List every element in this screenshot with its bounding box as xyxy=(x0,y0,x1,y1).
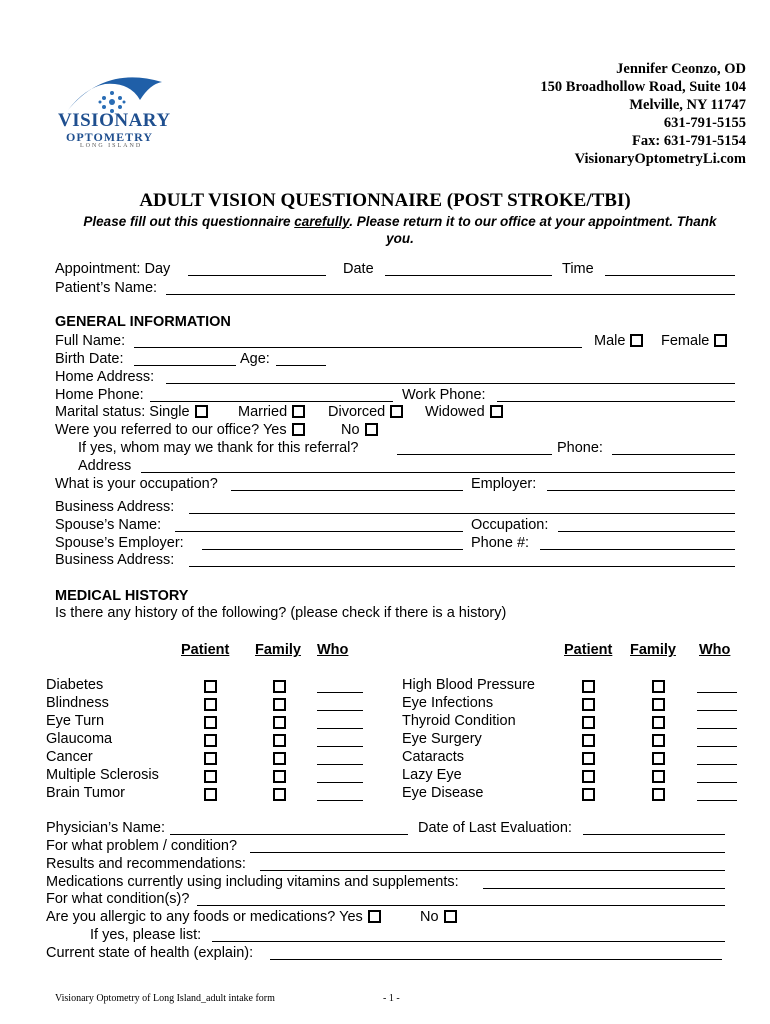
allergy-list-label: If yes, please list: xyxy=(90,927,202,943)
condition-label-right: Cataracts xyxy=(402,749,465,765)
spouse-business-address-label: Business Address: xyxy=(55,552,175,568)
patient-checkbox-left[interactable] xyxy=(204,770,217,783)
marital-label: Marital status: Single xyxy=(55,404,190,420)
col-who-left: Who xyxy=(317,642,349,658)
instructions xyxy=(60,213,740,247)
widowed-label: Widowed xyxy=(425,404,485,420)
age-field[interactable] xyxy=(276,365,326,366)
medications-field[interactable] xyxy=(483,888,725,889)
patient-checkbox-left[interactable] xyxy=(204,680,217,693)
employer-field[interactable] xyxy=(547,490,735,491)
instructions-a: Please fill out this questionnaire xyxy=(83,214,295,229)
patient-checkbox-left[interactable] xyxy=(204,788,217,801)
appointment-date-label: Date xyxy=(343,261,374,277)
patient-checkbox-right[interactable] xyxy=(582,770,595,783)
home-phone-field[interactable] xyxy=(150,401,393,402)
who-field-left[interactable] xyxy=(317,782,363,783)
patient-checkbox-left[interactable] xyxy=(204,716,217,729)
results-field[interactable] xyxy=(260,870,725,871)
who-field-left[interactable] xyxy=(317,710,363,711)
condition-label-right: Eye Infections xyxy=(402,695,494,711)
marital-married[interactable] xyxy=(238,404,305,421)
patient-checkbox-left[interactable] xyxy=(204,752,217,765)
family-checkbox-right[interactable] xyxy=(652,734,665,747)
male-option[interactable] xyxy=(594,333,643,350)
referral-phone-field[interactable] xyxy=(612,454,735,455)
condition-label-left: Cancer xyxy=(46,749,93,765)
condition-label-right: Lazy Eye xyxy=(402,767,462,783)
patient-checkbox-right[interactable] xyxy=(582,680,595,693)
col-who-right: Who xyxy=(699,642,731,658)
allergic-no-label: No xyxy=(420,909,439,925)
allergic-label: Are you allergic to any foods or medications? Yes xyxy=(46,909,363,925)
marital-widowed[interactable] xyxy=(425,404,503,421)
full-name-field[interactable] xyxy=(134,347,582,348)
family-checkbox-left[interactable] xyxy=(273,752,286,765)
logo-name2: OPTOMETRY xyxy=(66,130,154,144)
condition-label-left: Diabetes xyxy=(46,677,104,693)
fax: Fax: 631-791-5154 xyxy=(632,133,746,149)
spouse-phone-field[interactable] xyxy=(540,549,735,550)
who-field-right[interactable] xyxy=(697,764,737,765)
medical-heading: MEDICAL HISTORY xyxy=(55,588,189,604)
home-address-field[interactable] xyxy=(166,383,735,384)
logo xyxy=(50,70,175,155)
appointment-time-field[interactable] xyxy=(605,275,735,276)
family-checkbox-right[interactable] xyxy=(652,680,665,693)
physician-name-field[interactable] xyxy=(170,834,408,835)
who-field-right[interactable] xyxy=(697,800,737,801)
referral-address-field[interactable] xyxy=(141,472,735,473)
condition-label-left: Brain Tumor xyxy=(46,785,125,801)
male-label: Male xyxy=(594,333,626,349)
age-label: Age: xyxy=(240,351,270,367)
phone: 631-791-5155 xyxy=(663,115,746,131)
patient-checkbox-right[interactable] xyxy=(582,788,595,801)
referred-yes[interactable] xyxy=(55,422,305,439)
health-label: Current state of health (explain): xyxy=(46,945,254,961)
condition-label-right: Thyroid Condition xyxy=(402,713,516,729)
spouse-occupation-field[interactable] xyxy=(558,531,735,532)
problem-label: For what problem / condition? xyxy=(46,838,238,854)
contact-block xyxy=(540,60,746,168)
married-checkbox[interactable] xyxy=(292,405,305,418)
general-heading: GENERAL INFORMATION xyxy=(55,314,231,330)
referral-whom-field[interactable] xyxy=(397,454,552,455)
business-address-label: Business Address: xyxy=(55,499,175,515)
col-patient-right: Patient xyxy=(564,642,613,658)
patient-name-field[interactable] xyxy=(166,294,735,295)
condition-label-left: Glaucoma xyxy=(46,731,113,747)
doctor-name: Jennifer Ceonzo, OD xyxy=(616,61,746,77)
who-field-right[interactable] xyxy=(697,710,737,711)
condition-label-right: Eye Disease xyxy=(402,785,484,801)
who-field-left[interactable] xyxy=(317,800,363,801)
who-field-right[interactable] xyxy=(697,746,737,747)
referred-yes-checkbox[interactable] xyxy=(292,423,305,436)
referral-phone-label: Phone: xyxy=(557,440,603,456)
results-label: Results and recommendations: xyxy=(46,856,246,872)
divorced-checkbox[interactable] xyxy=(390,405,403,418)
home-phone-label: Home Phone: xyxy=(55,387,144,403)
who-field-right[interactable] xyxy=(697,728,737,729)
patient-checkbox-left[interactable] xyxy=(204,698,217,711)
patient-checkbox-right[interactable] xyxy=(582,752,595,765)
who-field-right[interactable] xyxy=(697,692,737,693)
male-checkbox[interactable] xyxy=(630,334,643,347)
conditions-field[interactable] xyxy=(197,905,725,906)
last-eval-label: Date of Last Evaluation: xyxy=(418,820,572,836)
occupation-field[interactable] xyxy=(231,490,463,491)
instructions-c: . Please return it to our office at your appointment. Thank xyxy=(349,214,717,229)
work-phone-field[interactable] xyxy=(497,401,735,402)
appointment-time-label: Time xyxy=(562,261,594,277)
spouse-name-field[interactable] xyxy=(175,531,463,532)
who-field-left[interactable] xyxy=(317,692,363,693)
family-checkbox-right[interactable] xyxy=(652,698,665,711)
address-line2: Melville, NY 11747 xyxy=(629,97,746,113)
family-checkbox-left[interactable] xyxy=(273,698,286,711)
col-patient-left: Patient xyxy=(181,642,230,658)
who-field-left[interactable] xyxy=(317,746,363,747)
female-label: Female xyxy=(661,333,710,349)
logo-name: VISIONARY xyxy=(58,110,171,131)
occupation-question-label: What is your occupation? xyxy=(55,476,218,492)
col-family-right: Family xyxy=(630,642,676,658)
spouse-employer-label: Spouse’s Employer: xyxy=(55,535,184,551)
conditions-label: For what condition(s)? xyxy=(46,891,190,907)
allergic-no[interactable] xyxy=(420,909,457,926)
family-checkbox-left[interactable] xyxy=(273,788,286,801)
address-line1: 150 Broadhollow Road, Suite 104 xyxy=(540,79,746,95)
birth-date-label: Birth Date: xyxy=(55,351,124,367)
appointment-date-field[interactable] xyxy=(385,275,552,276)
patient-checkbox-right[interactable] xyxy=(582,734,595,747)
who-field-left[interactable] xyxy=(317,764,363,765)
allergic-yes[interactable] xyxy=(46,909,381,926)
referred-no-checkbox[interactable] xyxy=(365,423,378,436)
who-field-right[interactable] xyxy=(697,782,737,783)
condition-label-right: Eye Surgery xyxy=(402,731,482,747)
health-field[interactable] xyxy=(270,959,722,960)
referred-label: Were you referred to our office? Yes xyxy=(55,422,287,438)
full-name-label: Full Name: xyxy=(55,333,126,349)
condition-label-left: Blindness xyxy=(46,695,109,711)
female-option[interactable] xyxy=(661,333,727,350)
family-checkbox-left[interactable] xyxy=(273,716,286,729)
family-checkbox-right[interactable] xyxy=(652,770,665,783)
medical-question: Is there any history of the following? (please check if there is a history) xyxy=(55,605,507,621)
col-family-left: Family xyxy=(255,642,301,658)
spouse-name-label: Spouse’s Name: xyxy=(55,517,162,533)
spouse-employer-field[interactable] xyxy=(202,549,463,550)
spouse-occupation-label: Occupation: xyxy=(471,517,549,533)
referred-no-label: No xyxy=(341,422,360,438)
female-checkbox[interactable] xyxy=(714,334,727,347)
medications-label: Medications currently using including vitamins and supplements: xyxy=(46,874,459,890)
allergic-no-checkbox[interactable] xyxy=(444,910,457,923)
who-field-left[interactable] xyxy=(317,728,363,729)
allergy-list-field[interactable] xyxy=(212,941,725,942)
instructions-b: carefully xyxy=(294,214,350,229)
instructions-d: you. xyxy=(386,231,414,246)
birth-date-field[interactable] xyxy=(134,365,236,366)
page-title: ADULT VISION QUESTIONNAIRE (POST STROKE/TBI) xyxy=(139,190,631,211)
patient-name-label: Patient’s Name: xyxy=(55,280,158,296)
footer-form-name: Visionary Optometry of Long Island_adult intake form xyxy=(55,993,275,1004)
spouse-phone-label: Phone #: xyxy=(471,535,530,551)
physician-name-label: Physician’s Name: xyxy=(46,820,166,836)
patient-checkbox-left[interactable] xyxy=(204,734,217,747)
logo-sub: LONG ISLAND xyxy=(80,143,143,149)
last-eval-field[interactable] xyxy=(583,834,725,835)
footer-page-number: - 1 - xyxy=(383,993,400,1004)
family-checkbox-left[interactable] xyxy=(273,770,286,783)
family-checkbox-right[interactable] xyxy=(652,788,665,801)
divorced-label: Divorced xyxy=(328,404,386,420)
patient-checkbox-right[interactable] xyxy=(582,716,595,729)
family-checkbox-left[interactable] xyxy=(273,734,286,747)
family-checkbox-right[interactable] xyxy=(652,752,665,765)
patient-checkbox-right[interactable] xyxy=(582,698,595,711)
single-checkbox[interactable] xyxy=(195,405,208,418)
condition-label-left: Multiple Sclerosis xyxy=(46,767,159,783)
marital-single[interactable] xyxy=(55,404,208,421)
referral-whom-label: If yes, whom may we thank for this referral? xyxy=(78,440,359,456)
problem-field[interactable] xyxy=(250,852,725,853)
home-address-label: Home Address: xyxy=(55,369,155,385)
referred-no[interactable] xyxy=(341,422,378,439)
employer-label: Employer: xyxy=(471,476,537,492)
condition-label-right: High Blood Pressure xyxy=(402,677,535,693)
married-label: Married xyxy=(238,404,288,420)
work-phone-label: Work Phone: xyxy=(402,387,486,403)
referral-address-label: Address xyxy=(78,458,132,474)
website: VisionaryOptometryLi.com xyxy=(574,151,746,167)
appointment-day-field[interactable] xyxy=(188,275,326,276)
family-checkbox-left[interactable] xyxy=(273,680,286,693)
family-checkbox-right[interactable] xyxy=(652,716,665,729)
allergic-yes-checkbox[interactable] xyxy=(368,910,381,923)
condition-label-left: Eye Turn xyxy=(46,713,105,729)
spouse-business-address-field[interactable] xyxy=(189,566,735,567)
widowed-checkbox[interactable] xyxy=(490,405,503,418)
business-address-field[interactable] xyxy=(189,513,735,514)
marital-divorced[interactable] xyxy=(328,404,403,421)
appointment-day-label: Appointment: Day xyxy=(55,261,171,277)
